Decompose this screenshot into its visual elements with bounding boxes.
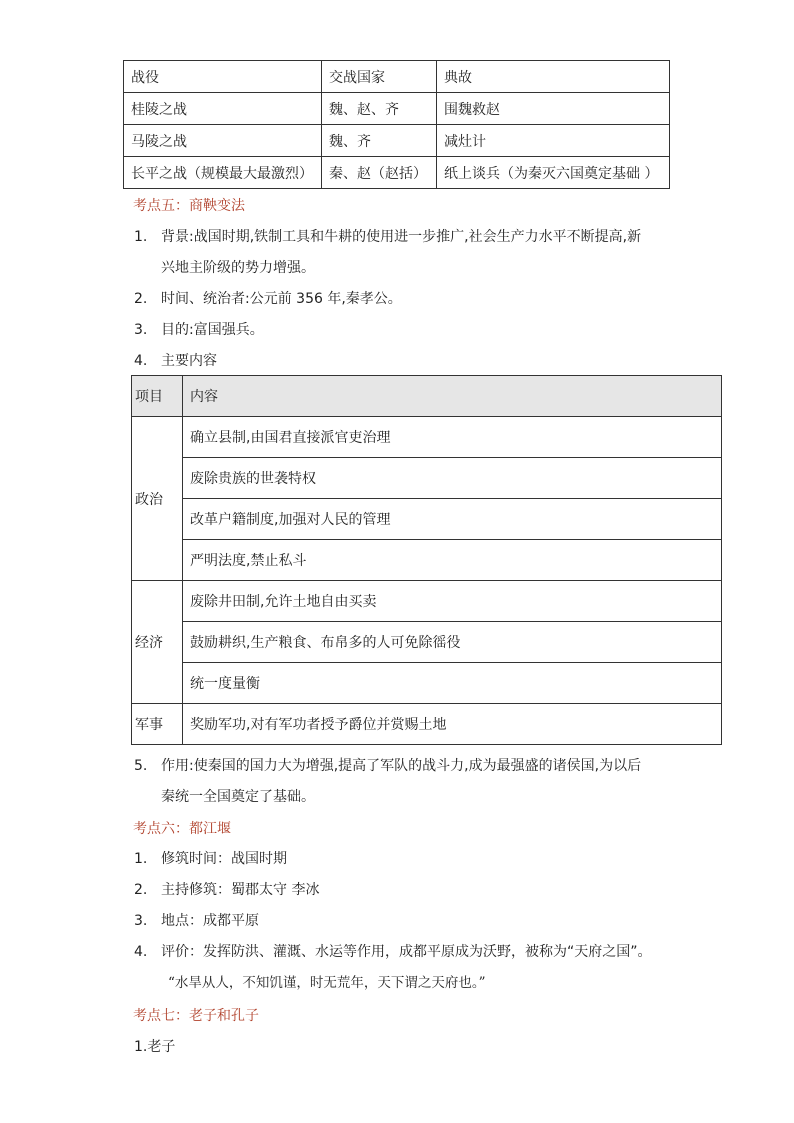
table-cell: 统一度量衡: [183, 663, 722, 704]
section-title-dujiangyan: 考点六：都江堰: [133, 821, 231, 837]
list-number: 4.: [134, 944, 148, 960]
table-row: [132, 581, 722, 622]
table-row: [124, 93, 670, 125]
list-number: 2.: [134, 291, 148, 307]
list-item-continuation: 兴地主阶级的势力增强。: [161, 260, 315, 276]
table-cell: 长平之战（规模最大最激烈）: [124, 157, 322, 189]
table-row: [132, 499, 722, 540]
list-item-text: 主持修筑：蜀郡太守 李冰: [161, 882, 320, 898]
list-number: 1.: [134, 229, 148, 245]
list-number: 2.: [134, 882, 148, 898]
table-header-cell: 交战国家: [322, 61, 437, 93]
table-header-cell: 项目: [132, 376, 183, 417]
table-cell: 改革户籍制度,加强对人民的管理: [183, 499, 722, 540]
list-item-text: 背景:战国时期,铁制工具和牛耕的使用进一步推广,社会生产力水平不断提高,新: [161, 229, 642, 245]
table-header-row: [132, 376, 722, 417]
table-header-cell: 典故: [437, 61, 670, 93]
list-item-text: 时间、统治者:公元前 356 年,秦孝公。: [161, 291, 402, 307]
list-item-text: 作用:使秦国的国力大为增强,提高了军队的战斗力,成为最强盛的诸侯国,为以后: [161, 758, 642, 774]
table-row: [124, 125, 670, 157]
list-number: 5.: [134, 758, 148, 774]
table-cell: 纸上谈兵（为秦灭六国奠定基础 ）: [437, 157, 670, 189]
section-title-laozi-kongzi: 考点七：老子和孔子: [133, 1008, 259, 1024]
table-cell: 魏、齐: [322, 125, 437, 157]
table-row: [132, 458, 722, 499]
table-cell: 鼓励耕织,生产粮食、布帛多的人可免除徭役: [183, 622, 722, 663]
table-cell: 魏、赵、齐: [322, 93, 437, 125]
category-cell: 经济: [132, 581, 183, 704]
section-title-shangyang: 考点五：商鞅变法: [133, 198, 245, 214]
list-item-text: 目的:富国强兵。: [161, 322, 264, 338]
category-cell: 军事: [132, 704, 183, 745]
list-number: 3.: [134, 322, 148, 338]
list-number: 1.: [134, 851, 148, 867]
table-row: [124, 157, 670, 189]
table-row: [132, 417, 722, 458]
list-item-text: 地点：成都平原: [161, 913, 259, 929]
table-cell: 减灶计: [437, 125, 670, 157]
list-number: 4.: [134, 353, 148, 369]
table-cell: 马陵之战: [124, 125, 322, 157]
table-cell: 废除贵族的世袭特权: [183, 458, 722, 499]
table-row: [132, 540, 722, 581]
table-cell: 废除井田制,允许土地自由买卖: [183, 581, 722, 622]
table-header-row: [124, 61, 670, 93]
category-cell: 政治: [132, 417, 183, 581]
table-cell: 奖励军功,对有军功者授予爵位并赏赐土地: [183, 704, 722, 745]
table-cell: 严明法度,禁止私斗: [183, 540, 722, 581]
table-cell: 桂陵之战: [124, 93, 322, 125]
table-cell: 秦、赵（赵括）: [322, 157, 437, 189]
list-item-text: 修筑时间：战国时期: [161, 851, 287, 867]
table-header-cell: 内容: [183, 376, 722, 417]
battles-table: [123, 60, 670, 189]
table-header-cell: 战役: [124, 61, 322, 93]
sub-heading-laozi: 1.老子: [134, 1039, 176, 1055]
list-item-text: 主要内容: [161, 353, 217, 369]
list-item-continuation: 秦统一全国奠定了基础。: [161, 789, 315, 805]
list-item-text: 评价：发挥防洪、灌溉、水运等作用，成都平原成为沃野，被称为“天府之国”。: [161, 944, 652, 960]
table-row: [132, 663, 722, 704]
reform-content-table: [131, 375, 722, 745]
table-row: [132, 622, 722, 663]
table-cell: 围魏救赵: [437, 93, 670, 125]
table-row: [132, 704, 722, 745]
classical-quote: “水旱从人，不知饥谨，时无荒年，天下谓之天府也。”: [168, 975, 486, 991]
table-cell: 确立县制,由国君直接派官吏治理: [183, 417, 722, 458]
list-number: 3.: [134, 913, 148, 929]
